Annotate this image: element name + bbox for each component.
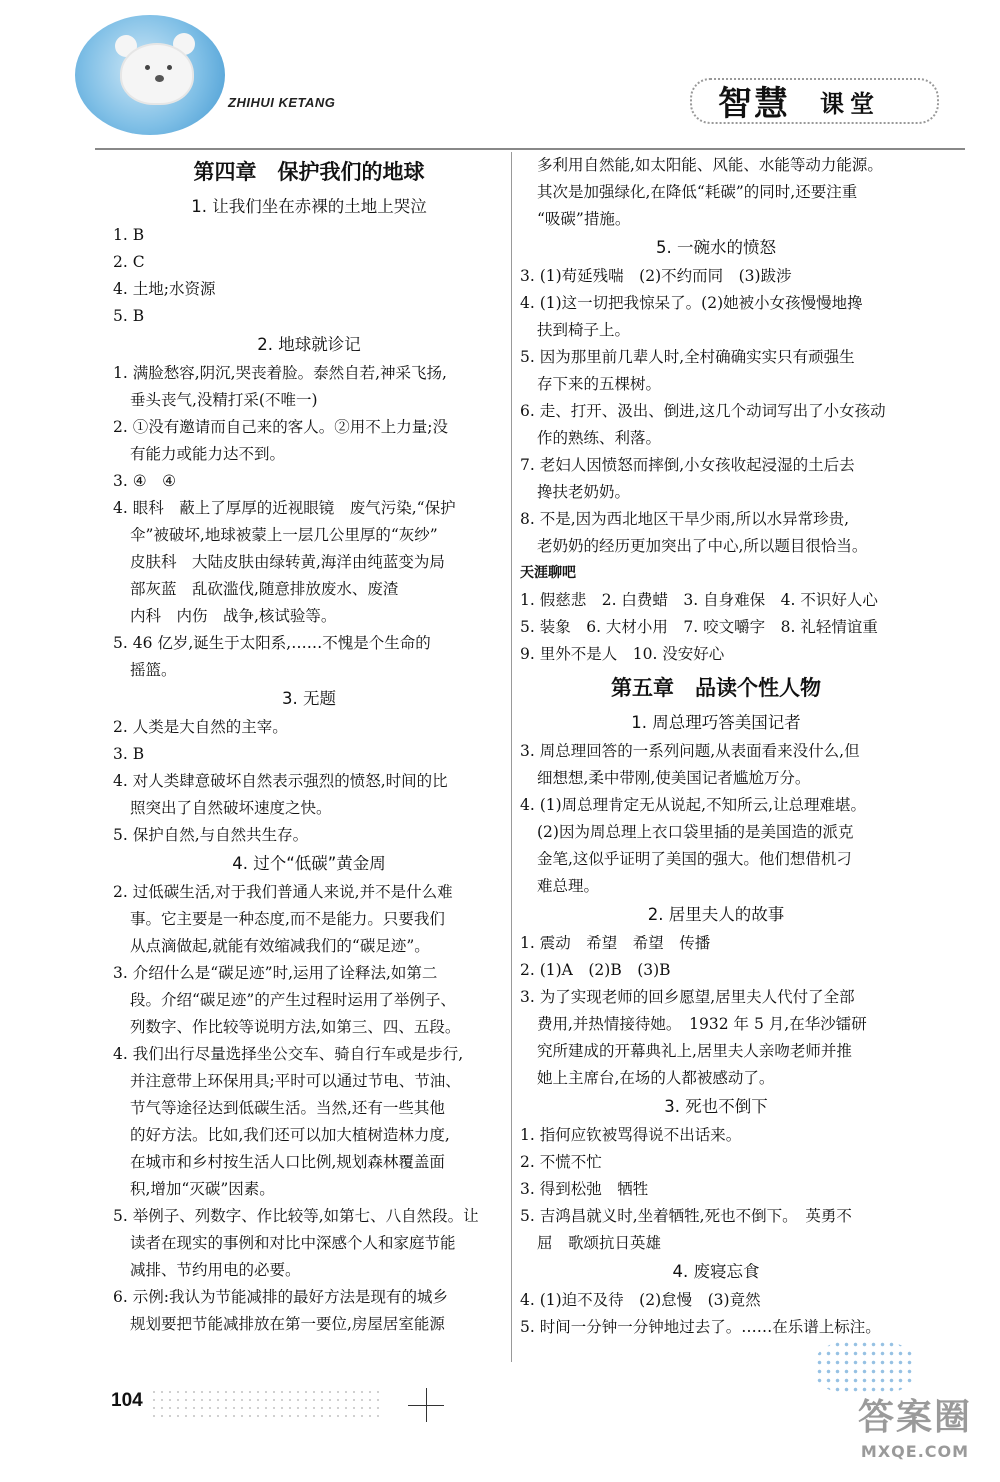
answer-block	[520, 1092, 912, 1257]
answer-line: 规划要把节能减排放在第一要位,房屋居室能源	[130, 1315, 445, 1333]
answer-line: 2. ①没有邀请而自己来的客人。②用不上力量;没	[113, 418, 448, 436]
answer-line: 6. 示例:我认为节能减排的最好方法是现有的城乡	[113, 1288, 448, 1306]
tianya-title: 天涯聊吧	[520, 565, 576, 581]
page-header	[0, 0, 1000, 150]
answer-line: 5. 装象 6. 大材小用 7. 咬文嚼字 8. 礼轻情谊重	[520, 618, 878, 636]
answer-block	[520, 1257, 912, 1341]
brand-chinese-sub: 课堂	[820, 90, 880, 118]
answer-line: 在城市和乡村按生活人口比例,规划森林覆盖面	[130, 1153, 445, 1171]
answer-line: 2. 过低碳生活,对于我们普通人来说,并不是什么难	[113, 883, 453, 901]
answer-line: 3. 得到松弛 牺牲	[520, 1180, 649, 1198]
answer-line: 照突出了自然破坏速度之快。	[130, 799, 332, 817]
answer-line: 3. 周总理回答的一系列问题,从表面看来没什么,但	[520, 742, 860, 760]
answer-line: 摇篮。	[130, 661, 177, 679]
answer-line: 搀扶老奶奶。	[537, 483, 631, 501]
answer-line: 9. 里外不是人 10. 没安好心	[520, 645, 725, 663]
answer-line: 存下来的五棵树。	[537, 375, 662, 393]
brand-english: ZHIHUI KETANG	[228, 95, 336, 110]
watermark-domain: MXQE.COM	[860, 1442, 970, 1461]
answer-line: 1. 满脸愁容,阴沉,哭丧着脸。泰然自若,神采飞扬,	[113, 364, 447, 382]
answer-block	[520, 900, 912, 1092]
left-column	[113, 152, 505, 1338]
answer-block	[113, 849, 505, 1338]
section-title: 1. 周总理巧答美国记者	[631, 713, 801, 732]
answer-line: 5. 保护自然,与自然共生存。	[113, 826, 309, 844]
site-watermark	[840, 1395, 990, 1475]
answer-line: 2. 人类是大自然的主宰。	[113, 718, 288, 736]
answer-line: 究所建成的开幕典礼上,居里夫人亲吻老师并推	[537, 1042, 852, 1060]
answer-line: 5. 吉鸿昌就义时,坐着牺牲,死也不倒下。 英勇不	[520, 1207, 852, 1225]
answer-line: 3. 为了实现老师的回乡愿望,居里夫人代付了全部	[520, 988, 855, 1006]
answer-block	[520, 708, 912, 900]
answer-line: 列数字、作比较等说明方法,如第三、四、五段。	[130, 1018, 461, 1036]
answer-line: 扶到椅子上。	[537, 321, 631, 339]
answer-line: 的好方法。比如,我们还可以加大植树造林力度,	[130, 1126, 450, 1144]
answer-line: 内科 内伤 战争,核试验等。	[130, 607, 337, 625]
answer-line: 1. 假慈悲 2. 白费蜡 3. 自身难保 4. 不识好人心	[520, 591, 878, 609]
column-divider	[511, 152, 512, 1362]
answer-line: 其次是加强绿化,在降低“耗碳”的同时,还要注重	[537, 183, 858, 201]
answer-line: 积,增加“灭碳”因素。	[130, 1180, 275, 1198]
answer-line: 段。介绍“碳足迹”的产生过程时运用了举例子、	[130, 991, 456, 1009]
answer-line: 4. (1)周总理肯定无从说起,不知所云,让总理难堪。	[520, 796, 867, 814]
answer-block	[113, 684, 505, 849]
answer-line: 2. C	[113, 253, 145, 271]
answer-line: 3. 介绍什么是“碳足迹”时,运用了诠释法,如第二	[113, 964, 438, 982]
section-title: 4. 废寝忘食	[672, 1262, 760, 1281]
answer-line: 细想想,柔中带刚,使美国记者尴尬万分。	[537, 769, 811, 787]
answer-line: 部灰蓝 乱砍滥伐,随意排放废水、废渣	[130, 580, 399, 598]
answer-line: 2. 不慌不忙	[520, 1153, 602, 1171]
answer-line: 多利用自然能,如太阳能、风能、水能等动力能源。	[537, 156, 883, 174]
answer-line: 节气等途径达到低碳生活。当然,还有一些其他	[130, 1099, 445, 1117]
answer-line: 事。它主要是一种态度,而不是能力。只要我们	[130, 910, 445, 928]
answer-block	[113, 192, 505, 330]
answer-line: 4. (1)迫不及待 (2)怠慢 (3)竟然	[520, 1291, 761, 1309]
answer-line: 1. 震动 希望 希望 传播	[520, 934, 711, 952]
answer-line: 从点滴做起,就能有效缩减我们的“碳足迹”。	[130, 937, 430, 955]
answer-line: 4. (1)这一切把我惊呆了。(2)她被小女孩慢慢地搀	[520, 294, 863, 312]
answer-line: 5. 因为那里前几辈人时,全村确确实实只有顽强生	[520, 348, 855, 366]
answer-line: 4. 土地;水资源	[113, 280, 216, 298]
answer-line: 垂头丧气,没精打采(不唯一)	[130, 391, 318, 409]
answer-line: 老奶奶的经历更加突出了中心,所以题目很恰当。	[537, 537, 868, 555]
section-title: 5. 一碗水的愤怒	[656, 238, 776, 257]
bear-mascot-icon	[75, 15, 225, 135]
answer-line: 金笔,这似乎证明了美国的强大。他们想借机刁	[537, 850, 852, 868]
answer-line: 伞”被破坏,地球被蒙上一层几公里厚的“灰纱”	[130, 526, 438, 544]
answer-line: 她上主席台,在场的人都被感动了。	[537, 1069, 775, 1087]
answer-line: 5. 举例子、列数字、作比较等,如第七、八自然段。让	[113, 1207, 479, 1225]
answer-line: 3. (1)苟延残喘 (2)不约而同 (3)跋涉	[520, 267, 792, 285]
footer-dot-pattern	[150, 1388, 380, 1418]
answer-line: 难总理。	[537, 877, 600, 895]
answer-line: 皮肤科 大陆皮肤由绿转黄,海洋由纯蓝变为局	[130, 553, 445, 571]
tianya-block	[520, 560, 912, 668]
answer-line: 8. 不是,因为西北地区干旱少雨,所以水异常珍贵,	[520, 510, 849, 528]
brand-chinese-main: 智慧	[718, 84, 790, 124]
watermark-chinese: 答案圈	[857, 1397, 972, 1438]
answer-line: 5. 时间一分钟一分钟地过去了。……在乐谱上标注。	[520, 1318, 881, 1336]
answer-line: 1. 指何应钦被骂得说不出话来。	[520, 1126, 742, 1144]
answer-line: 费用,并热情接待她。 1932 年 5 月,在华沙镭研	[537, 1015, 867, 1033]
section-title: 4. 过个“低碳”黄金周	[232, 854, 386, 873]
answer-line: 4. 对人类肆意破坏自然表示强烈的愤怒,时间的比	[113, 772, 448, 790]
right-column	[520, 152, 912, 1341]
section-title: 1. 让我们坐在赤裸的土地上哭泣	[191, 197, 427, 216]
answer-line: “吸碳”措施。	[537, 210, 631, 228]
section-title: 3. 无题	[282, 689, 336, 708]
answer-block	[113, 330, 505, 684]
answer-line: 并注意带上环保用具;平时可以通过节电、节油、	[130, 1072, 461, 1090]
answer-line: 有能力或能力达不到。	[130, 445, 286, 463]
answer-line: 1. B	[113, 226, 145, 244]
crop-mark-vertical	[426, 1388, 427, 1422]
page-number: 104	[111, 1390, 143, 1411]
section-title: 3. 死也不倒下	[664, 1097, 768, 1116]
answer-line: 4. 我们出行尽量选择坐公交车、骑自行车或是步行,	[113, 1045, 464, 1063]
header-rule	[95, 148, 965, 150]
section-title: 2. 地球就诊记	[257, 335, 361, 354]
answer-line: 5. 46 亿岁,诞生于太阳系,……不愧是个生命的	[113, 634, 431, 652]
continued-answer	[520, 152, 912, 233]
answer-line: 4. 眼科 蔽上了厚厚的近视眼镜 废气污染,“保护	[113, 499, 456, 517]
answer-line: 减排、节约用电的必要。	[130, 1261, 301, 1279]
answer-line: 屈 歌颂抗日英雄	[537, 1234, 662, 1252]
chapter-title: 第四章 保护我们的地球	[193, 159, 425, 184]
answer-line: 作的熟练、利落。	[537, 429, 662, 447]
answer-line: (2)因为周总理上衣口袋里插的是美国造的派克	[537, 823, 854, 841]
answer-block	[520, 233, 912, 560]
section-title: 2. 居里夫人的故事	[647, 905, 785, 924]
answer-line: 2. (1)A (2)B (3)B	[520, 961, 671, 979]
answer-line: 3. ④ ④	[113, 472, 177, 490]
answer-line: 读者在现实的事例和对比中深感个人和家庭节能	[130, 1234, 456, 1252]
snowflake-decoration-icon	[815, 1340, 915, 1395]
answer-line: 6. 走、打开、汲出、倒进,这几个动词写出了小女孩动	[520, 402, 886, 420]
answer-line: 3. B	[113, 745, 145, 763]
chapter-title: 第五章 品读个性人物	[611, 675, 821, 700]
answer-line: 5. B	[113, 307, 145, 325]
answer-line: 7. 老妇人因愤怒而摔倒,小女孩收起浸湿的土后去	[520, 456, 855, 474]
